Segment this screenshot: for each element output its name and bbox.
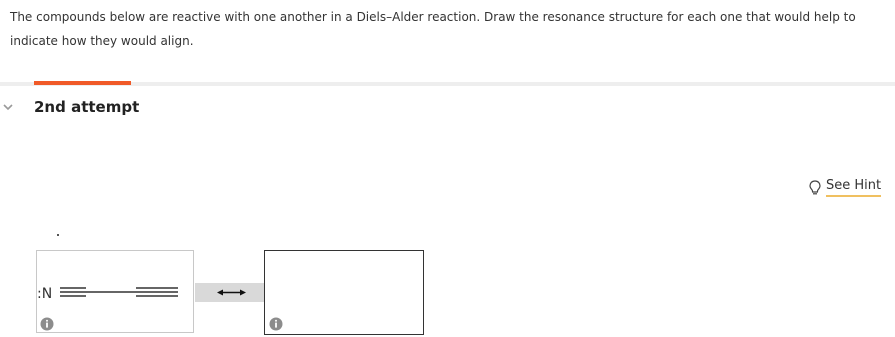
see-hint-label: See Hint	[826, 178, 881, 197]
resonance-arrow-panel	[195, 283, 264, 302]
see-hint-link[interactable]	[809, 178, 881, 197]
attempt-title: 2nd attempt	[34, 98, 140, 116]
progress-track	[0, 82, 895, 86]
double-headed-arrow-icon	[195, 283, 264, 302]
triple-bond-cc	[136, 288, 178, 296]
info-icon[interactable]	[269, 317, 283, 331]
triple-bond-cn	[60, 288, 86, 296]
progress-indicator	[34, 81, 131, 85]
lightbulb-icon	[809, 180, 821, 196]
molecule-structure	[36, 250, 194, 333]
chevron-down-icon[interactable]	[2, 101, 14, 113]
drawing-canvas[interactable]	[264, 250, 424, 335]
tick-mark	[57, 234, 59, 236]
info-icon[interactable]	[40, 317, 54, 331]
question-text: The compounds below are reactive with one another in a Diels–Alder reaction. Draw the resonance structure for each one that would help to indicate how they would align.	[10, 10, 856, 48]
nitrogen-atom-label: :N	[37, 286, 53, 302]
